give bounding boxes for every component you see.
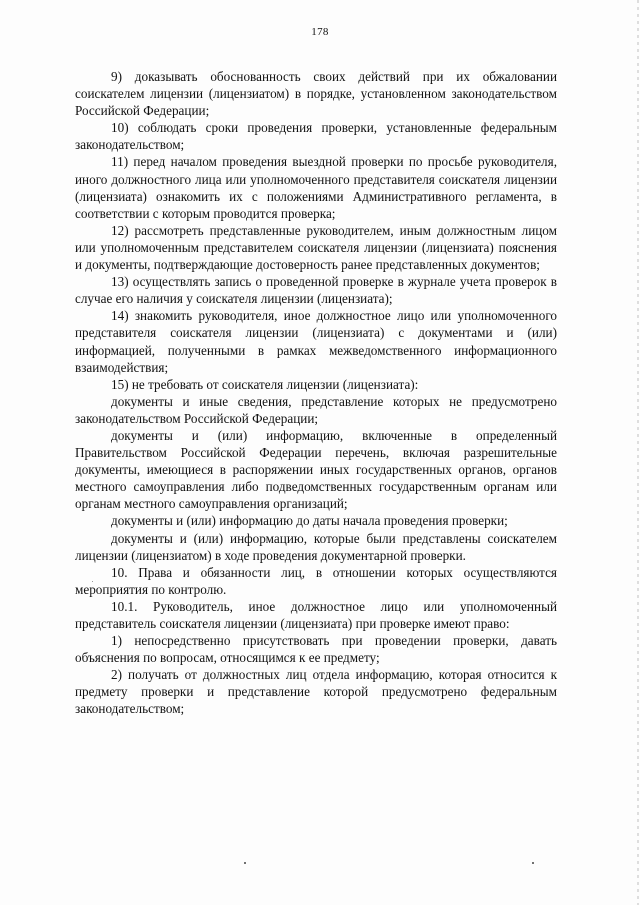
paragraph-item-9: 9) доказывать обоснованность своих действий при их обжаловании соискателем лицензии (лицензиатом) в порядке, установленном законодательством Российской Федерации; <box>75 69 557 119</box>
paragraph-subitem-1: документы и иные сведения, представление которых не предусмотрено законодательством Российской Федерации; <box>75 393 557 426</box>
page-number: 178 <box>311 26 329 38</box>
paragraph-section-10-1: 10.1. Руководитель, иное должностное лицо или уполномоченный представитель соискателя лицензии (лицензиата) при проверке имеют право: <box>75 598 557 631</box>
paragraph-subitem-3: документы и (или) информацию до даты начала проведения проверки; <box>111 513 508 529</box>
paragraph-item-14: 14) знакомить руководителя, иное должностное лицо или уполномоченного представителя соискателя лицензии (лицензиата) с документами и (или) информацией, полученными в рамках межведомственного информационного взаимодействия; <box>75 308 557 375</box>
paragraph-item-13: 13) осуществлять запись о проведенной проверке в журнале учета проверок в случае его наличия у соискателя лицензии (лицензиата); <box>75 274 557 307</box>
paragraph-right-2: 2) получать от должностных лиц отдела информацию, которая относится к предмету проверки и представление которой предусмотрено федеральным законодательством; <box>75 667 557 717</box>
paragraph-item-10: 10) соблюдать сроки проведения проверки, установленные федеральным законодательством; <box>75 120 557 153</box>
paragraph-item-11: 11) перед началом проведения выездной проверки по просьбе руководителя, иного должностного лица или уполномоченного представителя соискателя лицензии (лицензиата) ознакомить их с положениями Административного регламента, в соответствии с которым проводится проверка; <box>75 154 557 221</box>
document-body <box>75 68 557 718</box>
scan-speck <box>532 862 534 864</box>
scan-speck <box>92 581 93 582</box>
paragraph-right-1: 1) непосредственно присутствовать при проведении проверки, давать объяснения по вопросам, относящимся к ее предмету; <box>75 633 557 666</box>
paragraph-item-12: 12) рассмотреть представленные руководителем, иным должностным лицом или уполномоченным представителем соискателя лицензии (лицензиата) пояснения и документы, подтверждающие достоверность ранее представленных документов; <box>75 222 557 273</box>
paragraph-subitem-4: документы и (или) информацию, которые были представлены соискателем лицензии (лицензиатом) в ходе проведения документарной проверки. <box>75 530 557 563</box>
paragraph-subitem-2: документы и (или) информацию, включенные в определенный Правительством Российской Федерации перечень, включая разрешительные документы, имеющиеся в распоряжении иных государственных органов, органов местного самоуправления либо подведомственных государственным органам или органам местного самоуправления организаций; <box>75 427 557 512</box>
scan-edge-artifact <box>637 0 639 905</box>
scan-speck <box>244 862 246 864</box>
section-heading-10: 10. Права и обязанности лиц, в отношении которых осуществляются мероприятия по контролю. <box>75 564 557 597</box>
paragraph-item-15: 15) не требовать от соискателя лицензии (лицензиата): <box>111 376 419 392</box>
